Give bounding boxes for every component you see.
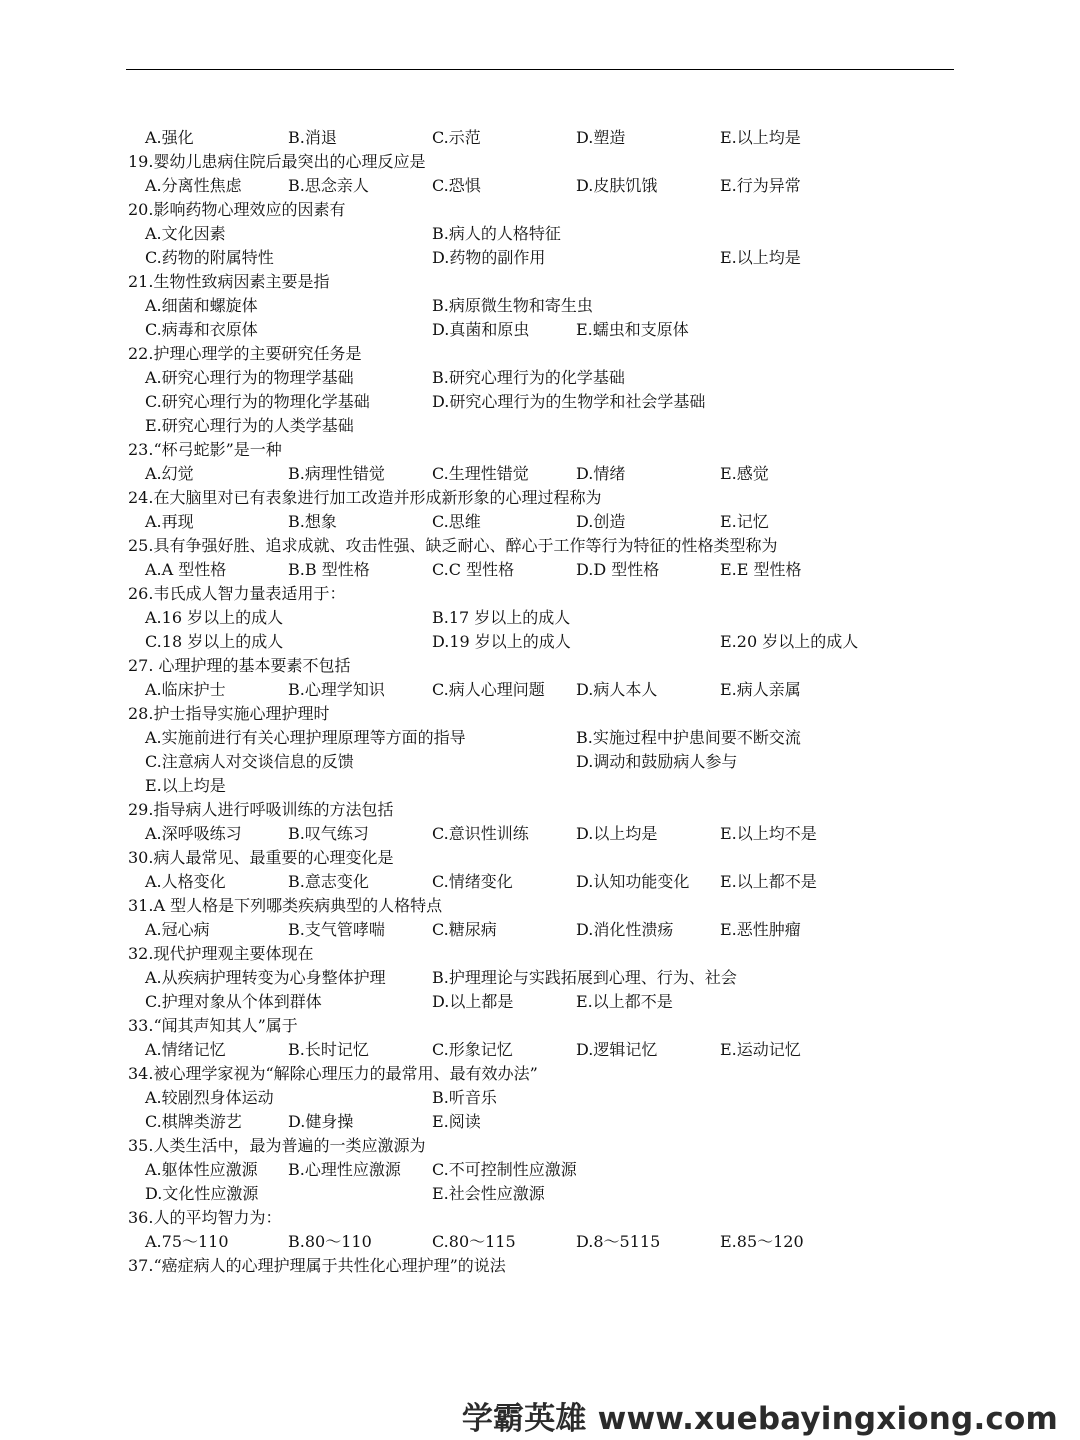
answer-option: D.健身操 (288, 1112, 354, 1131)
question-stem (128, 942, 958, 966)
question-text: 29.指导病人进行呼吸训练的方法包括 (128, 800, 394, 819)
question-stem (128, 342, 958, 366)
question-stem (128, 582, 958, 606)
answer-option: B.意志变化 (288, 872, 369, 891)
option-row (128, 1110, 958, 1134)
answer-option: D.调动和鼓励病人参与 (576, 752, 738, 771)
answer-option: E.行为异常 (720, 176, 801, 195)
answer-option: A.深呼吸练习 (145, 824, 242, 843)
answer-option: E.以上均是 (720, 248, 801, 267)
answer-option: C.18 岁以上的成人 (145, 632, 284, 651)
answer-option: B.病原微生物和寄生虫 (432, 296, 593, 315)
answer-option: B.支气管哮喘 (288, 920, 385, 939)
answer-option: C.药物的附属特性 (145, 248, 274, 267)
question-stem (128, 150, 958, 174)
answer-option: D.药物的副作用 (432, 248, 546, 267)
question-stem (128, 654, 958, 678)
answer-option: E.记忆 (720, 512, 769, 531)
answer-option: A.冠心病 (145, 920, 210, 939)
answer-option: D.以上都是 (432, 992, 514, 1011)
answer-option: D.消化性溃疡 (576, 920, 674, 939)
answer-option: A.实施前进行有关心理护理原理等方面的指导 (145, 728, 466, 747)
option-row (128, 294, 958, 318)
answer-option: B.研究心理行为的化学基础 (432, 368, 625, 387)
question-text: 28.护士指导实施心理护理时 (128, 704, 330, 723)
answer-option: C.意识性训练 (432, 824, 529, 843)
answer-option: D.8～5115 (576, 1232, 661, 1251)
option-row (128, 222, 958, 246)
answer-option: A.文化因素 (145, 224, 226, 243)
answer-option: C.C 型性格 (432, 560, 515, 579)
question-text: 32.现代护理观主要体现在 (128, 944, 314, 963)
answer-option: A.A 型性格 (145, 560, 227, 579)
option-row (128, 918, 958, 942)
question-text: 25.具有争强好胜、追求成就、攻击性强、缺乏耐心、醉心于工作等行为特征的性格类型称为 (128, 536, 778, 555)
answer-option: B.想象 (288, 512, 337, 531)
answer-option: D.逻辑记忆 (576, 1040, 658, 1059)
answer-option: E.阅读 (432, 1112, 481, 1131)
question-text: 20.影响药物心理效应的因素有 (128, 200, 346, 219)
answer-option: A.细菌和螺旋体 (145, 296, 258, 315)
answer-option: C.护理对象从个体到群体 (145, 992, 322, 1011)
answer-option: C.生理性错觉 (432, 464, 529, 483)
answer-option: C.形象记忆 (432, 1040, 513, 1059)
question-text: 33.“闻其声知其人”属于 (128, 1016, 298, 1035)
answer-option: C.病毒和衣原体 (145, 320, 258, 339)
answer-option: C.糖尿病 (432, 920, 497, 939)
answer-option: A.躯体性应激源 (145, 1160, 258, 1179)
answer-option: E.20 岁以上的成人 (720, 632, 859, 651)
question-text: 23.“杯弓蛇影”是一种 (128, 440, 282, 459)
option-row (128, 246, 958, 270)
question-text: 21.生物性致病因素主要是指 (128, 272, 330, 291)
question-text: 26.韦氏成人智力量表适用于： (128, 584, 346, 603)
answer-option: C.示范 (432, 128, 481, 147)
question-text: 30.病人最常见、最重要的心理变化是 (128, 848, 394, 867)
answer-option: E.社会性应激源 (432, 1184, 545, 1203)
answer-option: E.感觉 (720, 464, 769, 483)
question-stem (128, 534, 958, 558)
option-row (128, 678, 958, 702)
answer-option: B.思念亲人 (288, 176, 369, 195)
option-row (128, 630, 958, 654)
option-row (128, 366, 958, 390)
question-text: 36.人的平均智力为： (128, 1208, 282, 1227)
answer-option: E.85～120 (720, 1232, 804, 1251)
question-stem (128, 798, 958, 822)
option-row (128, 822, 958, 846)
answer-option: B.80～110 (288, 1232, 372, 1251)
option-row (128, 1038, 958, 1062)
answer-option: D.创造 (576, 512, 626, 531)
answer-option: A.临床护士 (145, 680, 226, 699)
option-row (128, 318, 958, 342)
answer-option: C.病人心理问题 (432, 680, 545, 699)
question-text: 27. 心理护理的基本要素不包括 (128, 656, 351, 675)
answer-option: E.以上都不是 (720, 872, 817, 891)
question-stem (128, 270, 958, 294)
answer-option: A.人格变化 (145, 872, 226, 891)
answer-option: B.听音乐 (432, 1088, 497, 1107)
option-row (128, 750, 958, 774)
option-row (128, 390, 958, 414)
option-row (128, 1182, 958, 1206)
exam-question-list (128, 126, 958, 1278)
answer-option: E.以上均是 (145, 776, 226, 795)
answer-option: A.强化 (145, 128, 194, 147)
answer-option: C.恐惧 (432, 176, 481, 195)
option-row (128, 462, 958, 486)
answer-option: E.以上均是 (720, 128, 801, 147)
question-stem (128, 702, 958, 726)
question-text: 22.护理心理学的主要研究任务是 (128, 344, 362, 363)
answer-option: B.心理性应激源 (288, 1160, 401, 1179)
answer-option: E.E 型性格 (720, 560, 802, 579)
answer-option: B.实施过程中护患间要不断交流 (576, 728, 801, 747)
answer-option: C.思维 (432, 512, 481, 531)
answer-option: B.B 型性格 (288, 560, 370, 579)
answer-option: B.护理理论与实践拓展到心理、行为、社会 (432, 968, 737, 987)
option-row (128, 774, 958, 798)
question-stem (128, 1254, 958, 1278)
answer-option: C.80～115 (432, 1232, 516, 1251)
answer-option: D.研究心理行为的生物学和社会学基础 (432, 392, 706, 411)
option-row (128, 510, 958, 534)
answer-option: A.情绪记忆 (145, 1040, 226, 1059)
answer-option: C.情绪变化 (432, 872, 513, 891)
answer-option: D.塑造 (576, 128, 626, 147)
question-stem (128, 486, 958, 510)
answer-option: D.文化性应激源 (145, 1184, 259, 1203)
answer-option: B.消退 (288, 128, 337, 147)
option-row (128, 990, 958, 1014)
option-row (128, 126, 958, 150)
option-row (128, 1086, 958, 1110)
option-row (128, 414, 958, 438)
question-text: 37.“癌症病人的心理护理属于共性化心理护理”的说法 (128, 1256, 506, 1275)
option-row (128, 726, 958, 750)
question-text: 31.A 型人格是下列哪类疾病典型的人格特点 (128, 896, 443, 915)
answer-option: E.以上均不是 (720, 824, 817, 843)
answer-option: C.注意病人对交谈信息的反馈 (145, 752, 354, 771)
answer-option: B.病人的人格特征 (432, 224, 561, 243)
answer-option: A.研究心理行为的物理学基础 (145, 368, 354, 387)
answer-option: B.叹气练习 (288, 824, 369, 843)
option-row (128, 174, 958, 198)
answer-option: B.长时记忆 (288, 1040, 369, 1059)
question-stem (128, 894, 958, 918)
answer-option: B.17 岁以上的成人 (432, 608, 571, 627)
question-stem (128, 846, 958, 870)
question-stem (128, 1062, 958, 1086)
answer-option: B.病理性错觉 (288, 464, 385, 483)
answer-option: A.较剧烈身体运动 (145, 1088, 274, 1107)
question-text: 24.在大脑里对已有表象进行加工改造并形成新形象的心理过程称为 (128, 488, 602, 507)
answer-option: E.蠕虫和支原体 (576, 320, 689, 339)
answer-option: D.皮肤饥饿 (576, 176, 658, 195)
answer-option: D.情绪 (576, 464, 626, 483)
question-stem (128, 1014, 958, 1038)
option-row (128, 1158, 958, 1182)
answer-option: A.分离性焦虑 (145, 176, 242, 195)
answer-option: E.研究心理行为的人类学基础 (145, 416, 354, 435)
answer-option: A.75～110 (145, 1232, 229, 1251)
answer-option: D.认知功能变化 (576, 872, 690, 891)
question-stem (128, 198, 958, 222)
option-row (128, 870, 958, 894)
answer-option: B.心理学知识 (288, 680, 385, 699)
option-row (128, 1230, 958, 1254)
answer-option: D.真菌和原虫 (432, 320, 530, 339)
answer-option: A.再现 (145, 512, 194, 531)
answer-option: C.研究心理行为的物理化学基础 (145, 392, 370, 411)
header-rule (126, 69, 954, 70)
answer-option: D.19 岁以上的成人 (432, 632, 571, 651)
answer-option: E.病人亲属 (720, 680, 801, 699)
answer-option: A.16 岁以上的成人 (145, 608, 284, 627)
answer-option: E.运动记忆 (720, 1040, 801, 1059)
question-text: 35.人类生活中，最为普遍的一类应激源为 (128, 1136, 426, 1155)
question-stem (128, 1206, 958, 1230)
option-row (128, 966, 958, 990)
answer-option: C.不可控制性应激源 (432, 1160, 577, 1179)
answer-option: D.以上均是 (576, 824, 658, 843)
option-row (128, 606, 958, 630)
answer-option: E.恶性肿瘤 (720, 920, 801, 939)
question-text: 34.被心理学家视为“解除心理压力的最常用、最有效办法” (128, 1064, 538, 1083)
answer-option: E.以上都不是 (576, 992, 673, 1011)
answer-option: A.幻觉 (145, 464, 194, 483)
answer-option: D.病人本人 (576, 680, 658, 699)
question-stem (128, 438, 958, 462)
answer-option: A.从疾病护理转变为心身整体护理 (145, 968, 386, 987)
answer-option: D.D 型性格 (576, 560, 660, 579)
option-row (128, 558, 958, 582)
footer-watermark: 学霸英雄 www.xuebayingxiong.com (461, 1401, 1058, 1437)
question-stem (128, 1134, 958, 1158)
question-text: 19.婴幼儿患病住院后最突出的心理反应是 (128, 152, 426, 171)
answer-option: C.棋牌类游艺 (145, 1112, 242, 1131)
